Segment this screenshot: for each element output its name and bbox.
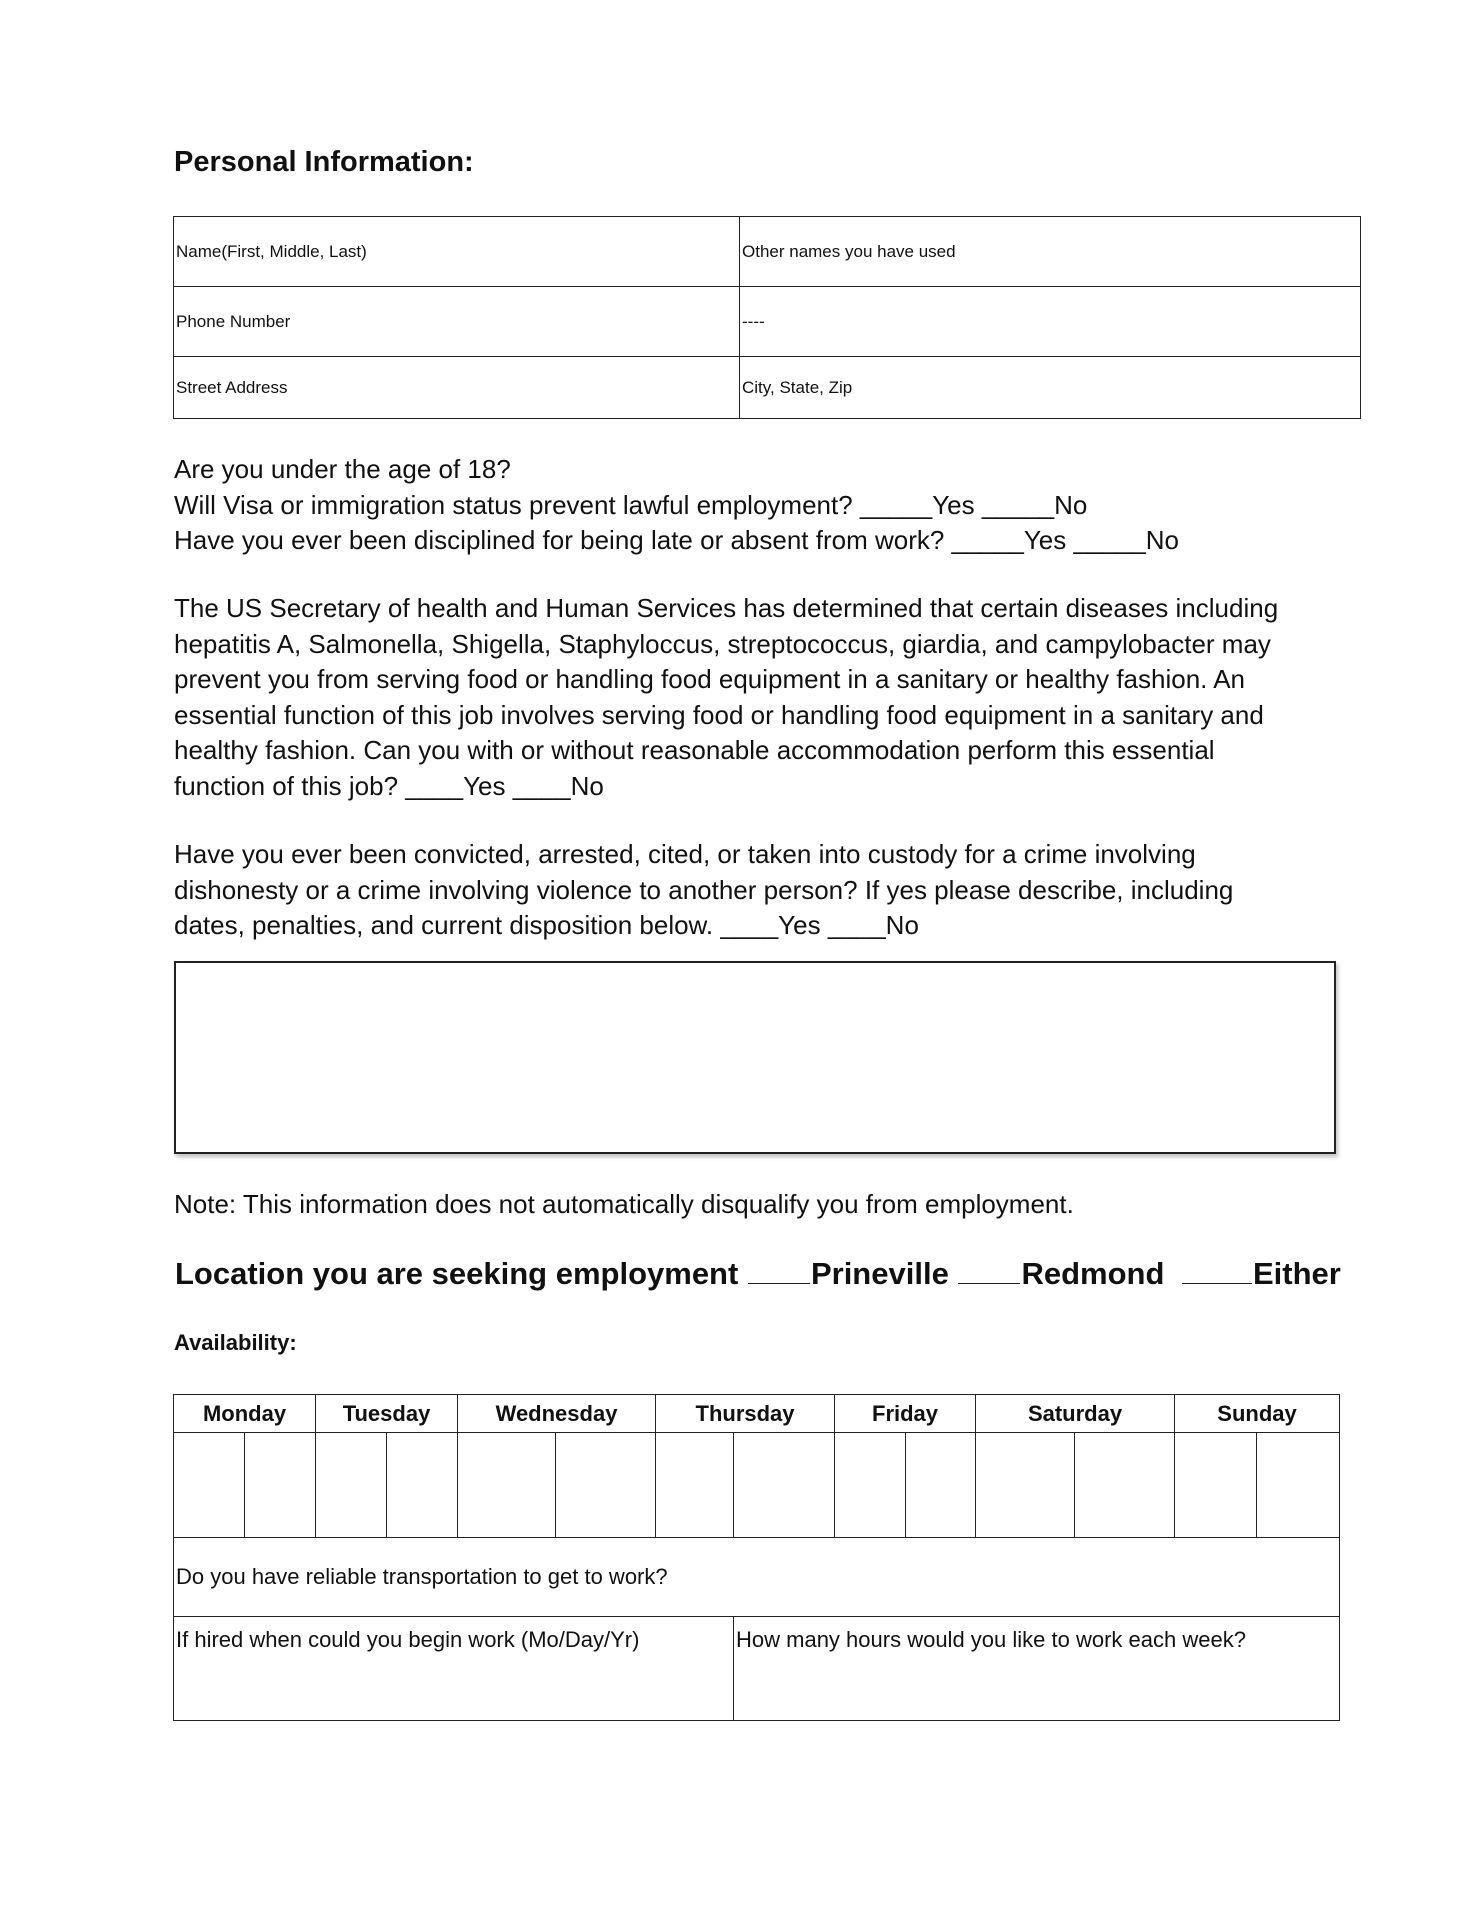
day-header-thursday: Thursday <box>656 1395 835 1433</box>
availability-cell[interactable] <box>1257 1433 1340 1538</box>
conviction-line: dates, penalties, and current disposition below. ____Yes ____No <box>174 910 919 940</box>
conviction-line: dishonesty or a crime involving violence to another person? If yes please describe, including <box>174 874 1234 905</box>
day-header-monday: Monday <box>174 1395 316 1433</box>
availability-cell[interactable] <box>976 1433 1075 1538</box>
phone-field[interactable] <box>174 287 740 357</box>
question-discipline: Have you ever been disciplined for being late or absent from work? _____Yes _____No <box>174 525 1180 555</box>
availability-cell[interactable] <box>174 1433 245 1538</box>
street-address-label: Street Address <box>176 377 288 397</box>
availability-cell[interactable] <box>387 1433 458 1538</box>
day-header-friday: Friday <box>835 1395 976 1433</box>
availability-cell[interactable] <box>656 1433 734 1538</box>
city-state-zip-field[interactable] <box>740 357 1361 419</box>
prineville-blank[interactable] <box>748 1255 810 1284</box>
start-date-question: If hired when could you begin work (Mo/Day/Yr) <box>176 1627 640 1652</box>
health-paragraph <box>174 591 1354 804</box>
street-address-field[interactable] <box>174 357 740 419</box>
name-field[interactable] <box>174 217 740 287</box>
availability-cell[interactable] <box>556 1433 656 1538</box>
availability-cell[interactable] <box>1175 1433 1257 1538</box>
availability-cell[interactable] <box>458 1433 556 1538</box>
section-title: Personal Information: <box>174 146 474 178</box>
availability-cell[interactable] <box>906 1433 976 1538</box>
conviction-description-box[interactable] <box>174 961 1336 1154</box>
location-preference <box>175 1254 1341 1294</box>
other-names-field[interactable] <box>740 217 1361 287</box>
weekly-hours-field[interactable] <box>734 1617 1340 1721</box>
conviction-paragraph <box>174 837 1354 944</box>
day-header-saturday: Saturday <box>976 1395 1175 1433</box>
redmond-blank[interactable] <box>958 1255 1020 1284</box>
health-line: prevent you from serving food or handling food equipment in a sanitary or healthy fashion. An <box>174 664 1245 694</box>
transportation-field[interactable] <box>174 1538 1340 1617</box>
location-label: Location you are seeking employment <box>175 1256 739 1291</box>
health-line: The US Secretary of health and Human Services has determined that certain diseases including <box>174 593 1279 623</box>
personal-info-table <box>173 216 1361 419</box>
availability-cell[interactable] <box>835 1433 906 1538</box>
day-header-tuesday: Tuesday <box>316 1395 458 1433</box>
availability-cell[interactable] <box>1075 1433 1175 1538</box>
phone-right-text: ---- <box>742 311 765 331</box>
day-header-wednesday: Wednesday <box>458 1395 656 1433</box>
availability-table <box>173 1394 1340 1721</box>
location-option-redmond: Redmond <box>1021 1256 1165 1291</box>
name-label: Name(First, Middle, Last) <box>176 241 367 261</box>
disqualify-note: Note: This information does not automatically disqualify you from employment. <box>174 1189 1074 1219</box>
location-option-either: Either <box>1253 1256 1341 1291</box>
other-names-label: Other names you have used <box>742 241 956 261</box>
phone-label: Phone Number <box>176 311 291 331</box>
availability-cell[interactable] <box>734 1433 835 1538</box>
question-visa: Will Visa or immigration status prevent lawful employment? _____Yes _____No <box>174 489 1088 520</box>
availability-cell[interactable] <box>245 1433 316 1538</box>
phone-right-field[interactable] <box>740 287 1361 357</box>
health-line: healthy fashion. Can you with or without reasonable accommodation perform this essential <box>174 735 1215 765</box>
start-date-field[interactable] <box>174 1617 734 1721</box>
conviction-line: Have you ever been convicted, arrested, cited, or taken into custody for a crime involving <box>174 839 1196 869</box>
screening-questions <box>174 452 1354 559</box>
location-option-prineville: Prineville <box>810 1256 949 1291</box>
transportation-question: Do you have reliable transportation to get to work? <box>176 1564 668 1589</box>
day-header-sunday: Sunday <box>1175 1395 1340 1433</box>
either-blank[interactable] <box>1182 1255 1252 1284</box>
question-age: Are you under the age of 18? <box>174 454 511 484</box>
health-line: function of this job? ____Yes ____No <box>174 770 604 801</box>
weekly-hours-question: How many hours would you like to work each week? <box>736 1627 1246 1652</box>
availability-cell[interactable] <box>316 1433 387 1538</box>
availability-label: Availability: <box>174 1330 297 1355</box>
health-line: essential function of this job involves serving food or handling food equipment in a sanitary and <box>174 699 1264 730</box>
health-line: hepatitis A, Salmonella, Shigella, Staphyloccus, streptococcus, giardia, and campylobacter may <box>174 628 1271 659</box>
city-state-zip-label: City, State, Zip <box>742 377 853 397</box>
